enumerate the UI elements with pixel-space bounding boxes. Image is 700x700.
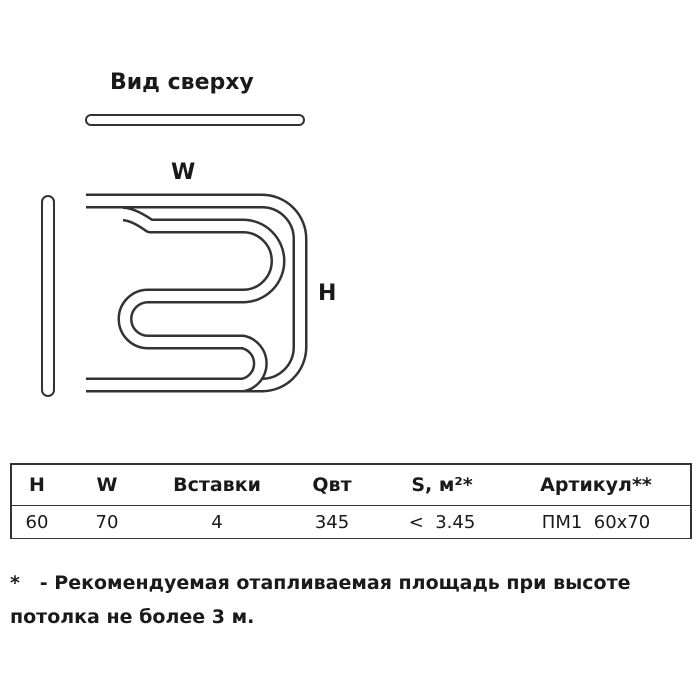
top-view-bar: [86, 115, 304, 125]
width-label: W: [171, 160, 196, 185]
top-view-label: Вид сверху: [110, 70, 254, 95]
side-view-bar: [42, 196, 54, 396]
header-h: H: [11, 464, 62, 506]
height-label: H: [318, 281, 337, 306]
cell-inserts: 4: [152, 506, 282, 539]
cell-article: ПМ1 60x70: [502, 506, 691, 539]
header-inserts: Вставки: [152, 464, 282, 506]
header-w: W: [62, 464, 152, 506]
cell-area: < 3.45: [382, 506, 502, 539]
header-power: Qвт: [282, 464, 382, 506]
table-row: [11, 506, 691, 539]
header-article: Артикул**: [502, 464, 691, 506]
footnote-line-1: [10, 566, 690, 600]
footnote-text-2: потолка не более 3 м.: [10, 606, 255, 628]
table-header-row: [11, 464, 691, 506]
cell-power: 345: [282, 506, 382, 539]
cell-h: 60: [11, 506, 62, 539]
cell-w: 70: [62, 506, 152, 539]
front-view-rail: [86, 201, 300, 385]
footnote-marker: *: [10, 572, 20, 594]
footnote: [10, 566, 690, 634]
spec-table: [10, 463, 692, 539]
header-area: S, м²*: [382, 464, 502, 506]
footnote-text-1: - Рекомендуемая отапливаемая площадь при высоте: [39, 572, 631, 594]
